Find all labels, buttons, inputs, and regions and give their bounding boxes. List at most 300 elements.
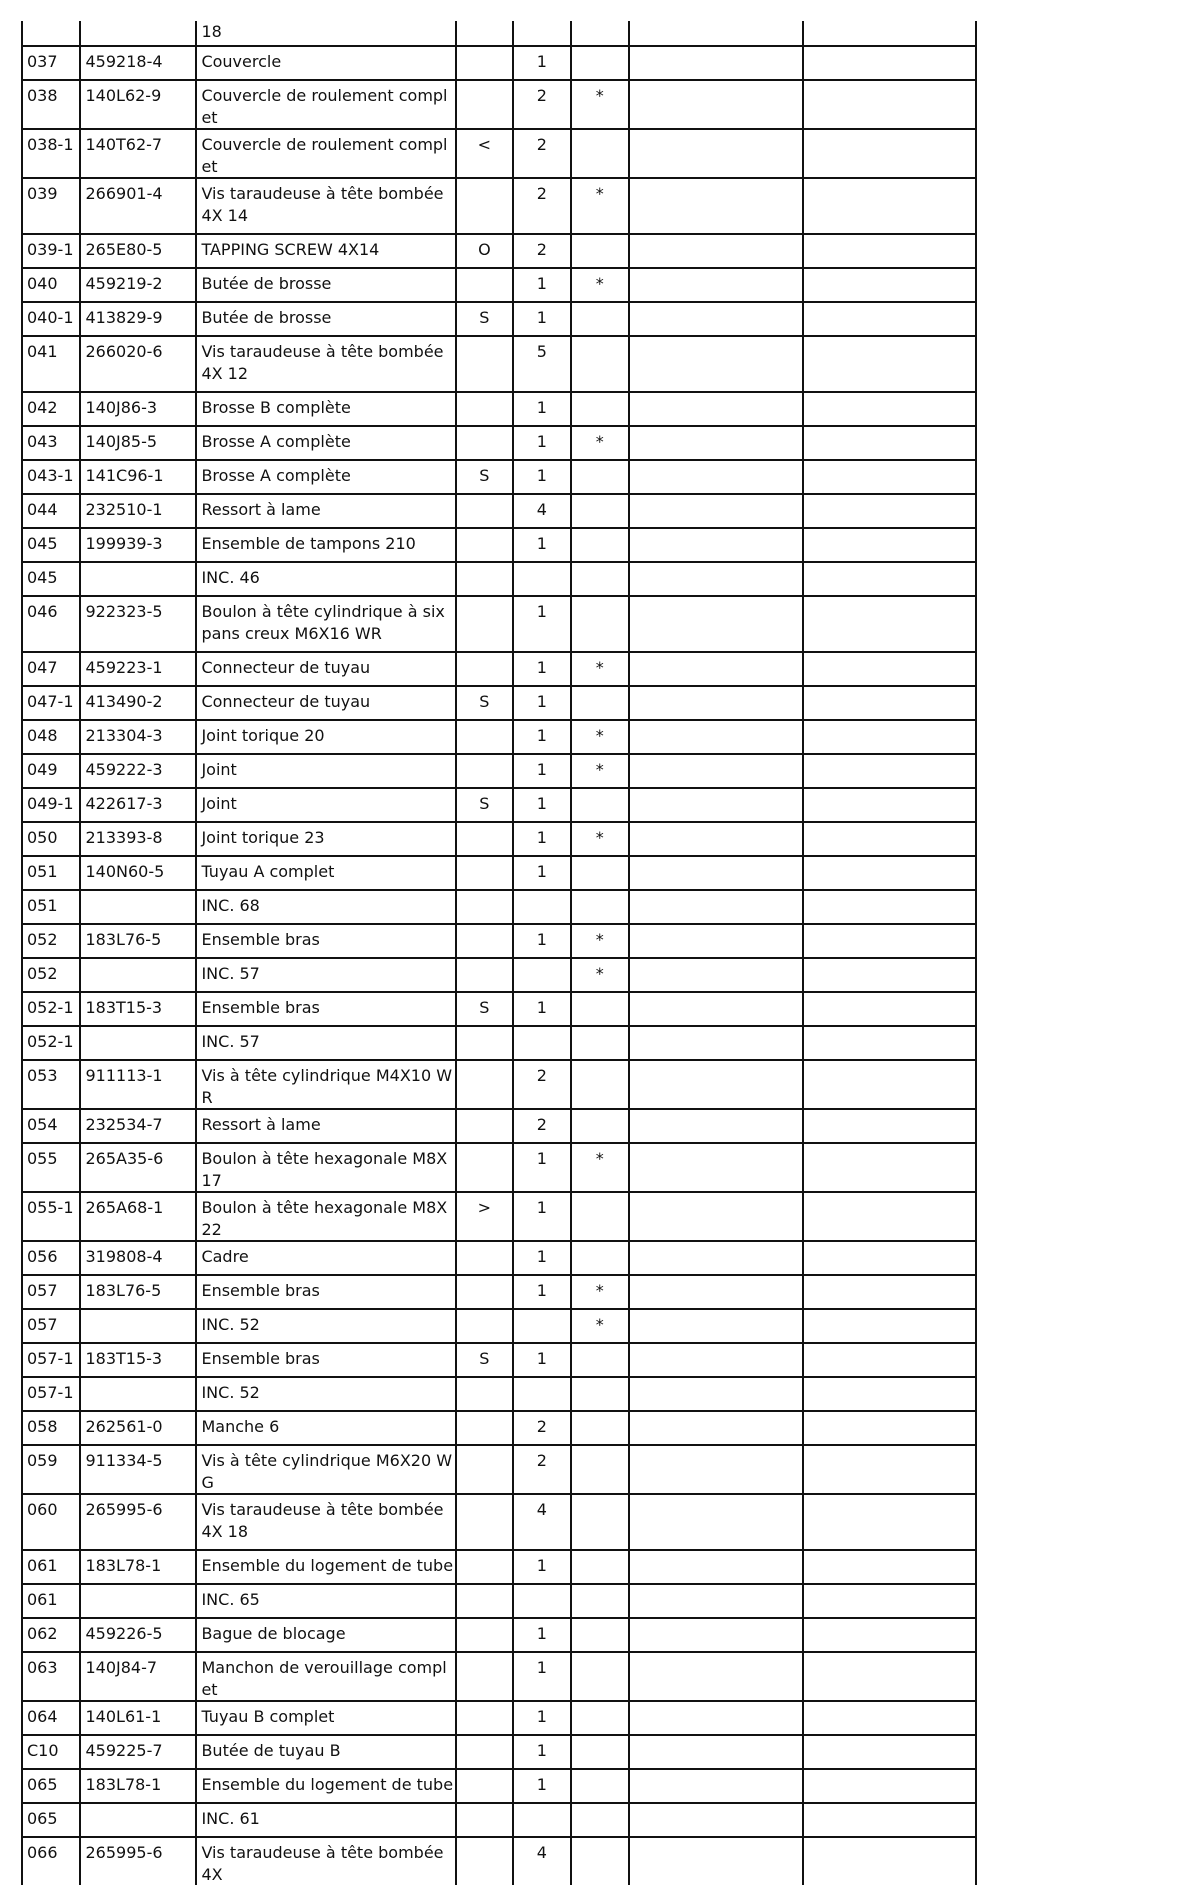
- item-number-cell: C10: [22, 1735, 80, 1769]
- marker-cell: [456, 856, 513, 890]
- quantity-cell: 1: [513, 596, 570, 652]
- marker-cell: [456, 1445, 513, 1494]
- table-row: [22, 1192, 976, 1241]
- marker-cell: S: [456, 460, 513, 494]
- blank-cell: [803, 822, 977, 856]
- quantity-cell: 1: [513, 392, 570, 426]
- description-cell: Couvercle de roulement complet: [196, 80, 455, 129]
- remark-cell: [571, 1803, 629, 1837]
- blank-cell: [629, 460, 802, 494]
- item-number-cell: 065: [22, 1769, 80, 1803]
- description-cell: TAPPING SCREW 4X14: [196, 234, 455, 268]
- marker-cell: [456, 178, 513, 234]
- item-number-cell: 055: [22, 1143, 80, 1192]
- blank-cell: [629, 1343, 802, 1377]
- description-cell: Connecteur de tuyau: [196, 652, 455, 686]
- remark-cell: [571, 336, 629, 392]
- blank-cell: [629, 788, 802, 822]
- quantity-cell: 5: [513, 336, 570, 392]
- blank-cell: [803, 1837, 977, 1885]
- description-cell: INC. 65: [196, 1584, 455, 1618]
- table-row: [22, 426, 976, 460]
- blank-cell: [803, 1060, 977, 1109]
- item-number-cell: 057: [22, 1309, 80, 1343]
- quantity-cell: 1: [513, 1652, 570, 1701]
- quantity-cell: 2: [513, 129, 570, 178]
- description-cell: INC. 46: [196, 562, 455, 596]
- item-number-cell: 058: [22, 1411, 80, 1445]
- item-number-cell: 066: [22, 1837, 80, 1885]
- part-number-cell: 140J84-7: [80, 1652, 196, 1701]
- table-row: [22, 720, 976, 754]
- blank-cell: [803, 1241, 977, 1275]
- remark-cell: [571, 129, 629, 178]
- blank-cell: [629, 1445, 802, 1494]
- remark-cell: *: [571, 1275, 629, 1309]
- marker-cell: [456, 596, 513, 652]
- remark-cell: *: [571, 80, 629, 129]
- part-number-cell: [80, 890, 196, 924]
- item-number-cell: 050: [22, 822, 80, 856]
- part-number-cell: 422617-3: [80, 788, 196, 822]
- description-cell: Vis taraudeuse à tête bombée 4X 18: [196, 1494, 455, 1550]
- blank-cell: [803, 1618, 977, 1652]
- blank-cell: [629, 1652, 802, 1701]
- quantity-cell: 1: [513, 1735, 570, 1769]
- remark-cell: [571, 1445, 629, 1494]
- table-row: [22, 992, 976, 1026]
- blank-cell: [803, 992, 977, 1026]
- description-cell: Manche 6: [196, 1411, 455, 1445]
- marker-cell: O: [456, 234, 513, 268]
- blank-cell: [803, 268, 977, 302]
- table-row: [22, 494, 976, 528]
- description-cell: Vis taraudeuse à tête bombée 4X 12: [196, 336, 455, 392]
- quantity-cell: 1: [513, 652, 570, 686]
- table-row: [22, 336, 976, 392]
- part-number-cell: 232510-1: [80, 494, 196, 528]
- quantity-cell: [513, 1584, 570, 1618]
- blank-cell: [629, 1275, 802, 1309]
- marker-cell: [456, 652, 513, 686]
- quantity-cell: [513, 890, 570, 924]
- part-number-cell: 911113-1: [80, 1060, 196, 1109]
- description-cell: Tuyau B complet: [196, 1701, 455, 1735]
- table-row: [22, 1803, 976, 1837]
- remark-cell: [571, 1837, 629, 1885]
- description-cell: Manchon de verouillage complet: [196, 1652, 455, 1701]
- description-cell: Ensemble bras: [196, 992, 455, 1026]
- quantity-cell: [513, 958, 570, 992]
- marker-cell: [456, 1550, 513, 1584]
- blank-cell: [629, 1550, 802, 1584]
- item-number-cell: 057-1: [22, 1377, 80, 1411]
- marker-cell: >: [456, 1192, 513, 1241]
- quantity-cell: [513, 562, 570, 596]
- marker-cell: [456, 80, 513, 129]
- quantity-cell: [513, 21, 570, 46]
- description-cell: Bague de blocage: [196, 1618, 455, 1652]
- marker-cell: S: [456, 992, 513, 1026]
- blank-cell: [629, 494, 802, 528]
- table-row: [22, 652, 976, 686]
- blank-cell: [629, 1618, 802, 1652]
- blank-cell: [803, 46, 977, 80]
- remark-cell: [571, 890, 629, 924]
- table-row: [22, 1618, 976, 1652]
- part-number-cell: 459226-5: [80, 1618, 196, 1652]
- description-cell: Vis à tête cylindrique M4X10 WR: [196, 1060, 455, 1109]
- quantity-cell: 2: [513, 1445, 570, 1494]
- marker-cell: [456, 754, 513, 788]
- remark-cell: [571, 21, 629, 46]
- item-number-cell: 052: [22, 958, 80, 992]
- remark-cell: *: [571, 720, 629, 754]
- blank-cell: [803, 1550, 977, 1584]
- blank-cell: [629, 392, 802, 426]
- table-row: [22, 754, 976, 788]
- quantity-cell: 1: [513, 1769, 570, 1803]
- remark-cell: [571, 302, 629, 336]
- quantity-cell: 1: [513, 822, 570, 856]
- table-row: [22, 596, 976, 652]
- item-number-cell: 041: [22, 336, 80, 392]
- blank-cell: [803, 1652, 977, 1701]
- blank-cell: [629, 596, 802, 652]
- description-cell: Couvercle: [196, 46, 455, 80]
- blank-cell: [629, 1109, 802, 1143]
- blank-cell: [803, 1343, 977, 1377]
- item-number-cell: 047: [22, 652, 80, 686]
- part-number-cell: [80, 562, 196, 596]
- blank-cell: [629, 426, 802, 460]
- remark-cell: [571, 1192, 629, 1241]
- item-number-cell: 049: [22, 754, 80, 788]
- marker-cell: [456, 562, 513, 596]
- blank-cell: [629, 1494, 802, 1550]
- part-number-cell: 459219-2: [80, 268, 196, 302]
- remark-cell: [571, 686, 629, 720]
- remark-cell: [571, 1411, 629, 1445]
- blank-cell: [629, 822, 802, 856]
- quantity-cell: 1: [513, 1618, 570, 1652]
- remark-cell: *: [571, 652, 629, 686]
- remark-cell: [571, 392, 629, 426]
- blank-cell: [629, 1377, 802, 1411]
- blank-cell: [629, 1192, 802, 1241]
- table-row: [22, 80, 976, 129]
- remark-cell: [571, 528, 629, 562]
- quantity-cell: 1: [513, 856, 570, 890]
- part-number-cell: 262561-0: [80, 1411, 196, 1445]
- part-number-cell: [80, 1377, 196, 1411]
- description-cell: Boulon à tête hexagonale M8X22: [196, 1192, 455, 1241]
- remark-cell: *: [571, 1309, 629, 1343]
- blank-cell: [629, 1411, 802, 1445]
- item-number-cell: 038: [22, 80, 80, 129]
- table-row: [22, 1411, 976, 1445]
- blank-cell: [629, 1241, 802, 1275]
- blank-cell: [629, 1026, 802, 1060]
- blank-cell: [629, 1060, 802, 1109]
- blank-cell: [803, 1143, 977, 1192]
- item-number-cell: 051: [22, 890, 80, 924]
- marker-cell: S: [456, 788, 513, 822]
- blank-cell: [803, 890, 977, 924]
- part-number-cell: 911334-5: [80, 1445, 196, 1494]
- blank-cell: [803, 1584, 977, 1618]
- description-cell: Tuyau A complet: [196, 856, 455, 890]
- table-row: [22, 1701, 976, 1735]
- blank-cell: [629, 528, 802, 562]
- table-row: [22, 1550, 976, 1584]
- remark-cell: [571, 1769, 629, 1803]
- blank-cell: [803, 720, 977, 754]
- quantity-cell: [513, 1026, 570, 1060]
- item-number-cell: 047-1: [22, 686, 80, 720]
- remark-cell: [571, 596, 629, 652]
- description-cell: Butée de brosse: [196, 268, 455, 302]
- part-number-cell: [80, 1026, 196, 1060]
- item-number-cell: 040: [22, 268, 80, 302]
- blank-cell: [803, 178, 977, 234]
- blank-cell: [803, 1494, 977, 1550]
- item-number-cell: 045: [22, 562, 80, 596]
- remark-cell: [571, 1701, 629, 1735]
- item-number-cell: 045: [22, 528, 80, 562]
- blank-cell: [803, 1026, 977, 1060]
- remark-cell: [571, 562, 629, 596]
- table-row: [22, 856, 976, 890]
- table-row: [22, 392, 976, 426]
- marker-cell: [456, 1109, 513, 1143]
- description-cell: Joint torique 23: [196, 822, 455, 856]
- item-number-cell: 037: [22, 46, 80, 80]
- description-cell: Cadre: [196, 1241, 455, 1275]
- blank-cell: [629, 1701, 802, 1735]
- marker-cell: [456, 21, 513, 46]
- description-cell: INC. 68: [196, 890, 455, 924]
- marker-cell: [456, 1652, 513, 1701]
- blank-cell: [629, 720, 802, 754]
- description-cell: INC. 52: [196, 1309, 455, 1343]
- part-number-cell: 213304-3: [80, 720, 196, 754]
- blank-cell: [629, 1143, 802, 1192]
- marker-cell: [456, 426, 513, 460]
- marker-cell: [456, 1769, 513, 1803]
- item-number-cell: 053: [22, 1060, 80, 1109]
- blank-cell: [803, 924, 977, 958]
- blank-cell: [803, 1803, 977, 1837]
- blank-cell: [629, 129, 802, 178]
- marker-cell: [456, 958, 513, 992]
- part-number-cell: 140T62-7: [80, 129, 196, 178]
- table-row: [22, 788, 976, 822]
- blank-cell: [629, 1803, 802, 1837]
- table-row: [22, 1652, 976, 1701]
- remark-cell: *: [571, 958, 629, 992]
- quantity-cell: 1: [513, 46, 570, 80]
- table-row: [22, 1377, 976, 1411]
- blank-cell: [803, 788, 977, 822]
- part-number-cell: 199939-3: [80, 528, 196, 562]
- part-number-cell: [80, 1584, 196, 1618]
- blank-cell: [803, 958, 977, 992]
- part-number-cell: 319808-4: [80, 1241, 196, 1275]
- part-number-cell: 413829-9: [80, 302, 196, 336]
- table-row: [22, 46, 976, 80]
- description-cell: Joint: [196, 788, 455, 822]
- quantity-cell: 1: [513, 302, 570, 336]
- blank-cell: [803, 652, 977, 686]
- item-number-cell: 056: [22, 1241, 80, 1275]
- remark-cell: [571, 1550, 629, 1584]
- marker-cell: [456, 494, 513, 528]
- part-number-cell: 183T15-3: [80, 992, 196, 1026]
- blank-cell: [629, 652, 802, 686]
- marker-cell: S: [456, 302, 513, 336]
- marker-cell: [456, 890, 513, 924]
- quantity-cell: 2: [513, 234, 570, 268]
- blank-cell: [803, 1192, 977, 1241]
- item-number-cell: 049-1: [22, 788, 80, 822]
- quantity-cell: 2: [513, 178, 570, 234]
- blank-cell: [803, 1377, 977, 1411]
- quantity-cell: 1: [513, 1275, 570, 1309]
- part-number-cell: 413490-2: [80, 686, 196, 720]
- blank-cell: [629, 754, 802, 788]
- marker-cell: [456, 1701, 513, 1735]
- table-row: [22, 1309, 976, 1343]
- description-cell: Ensemble bras: [196, 1343, 455, 1377]
- description-cell: 18: [196, 21, 455, 46]
- quantity-cell: 1: [513, 528, 570, 562]
- quantity-cell: [513, 1309, 570, 1343]
- marker-cell: [456, 822, 513, 856]
- remark-cell: [571, 494, 629, 528]
- item-number-cell: 061: [22, 1550, 80, 1584]
- item-number-cell: 063: [22, 1652, 80, 1701]
- part-number-cell: 183L76-5: [80, 924, 196, 958]
- marker-cell: [456, 268, 513, 302]
- marker-cell: [456, 1309, 513, 1343]
- part-number-cell: 140L62-9: [80, 80, 196, 129]
- table-row: [22, 1241, 976, 1275]
- parts-table-body: [22, 21, 976, 1885]
- table-row: [22, 924, 976, 958]
- blank-cell: [629, 1735, 802, 1769]
- description-cell: Vis taraudeuse à tête bombée 4X 14: [196, 178, 455, 234]
- blank-cell: [629, 302, 802, 336]
- remark-cell: *: [571, 822, 629, 856]
- remark-cell: [571, 1060, 629, 1109]
- description-cell: Brosse A complète: [196, 460, 455, 494]
- description-cell: Connecteur de tuyau: [196, 686, 455, 720]
- table-row: [22, 1735, 976, 1769]
- description-cell: Ensemble de tampons 210: [196, 528, 455, 562]
- description-cell: Joint torique 20: [196, 720, 455, 754]
- marker-cell: [456, 1026, 513, 1060]
- marker-cell: [456, 528, 513, 562]
- item-number-cell: 043-1: [22, 460, 80, 494]
- remark-cell: [571, 856, 629, 890]
- description-cell: Ensemble bras: [196, 1275, 455, 1309]
- blank-cell: [803, 1411, 977, 1445]
- description-cell: INC. 61: [196, 1803, 455, 1837]
- blank-cell: [803, 392, 977, 426]
- remark-cell: [571, 1618, 629, 1652]
- description-cell: INC. 57: [196, 958, 455, 992]
- quantity-cell: 1: [513, 460, 570, 494]
- marker-cell: [456, 1735, 513, 1769]
- remark-cell: [571, 1584, 629, 1618]
- table-row: [22, 1769, 976, 1803]
- marker-cell: [456, 720, 513, 754]
- description-cell: Ensemble du logement de tube: [196, 1769, 455, 1803]
- part-number-cell: 140J86-3: [80, 392, 196, 426]
- table-row: [22, 1445, 976, 1494]
- quantity-cell: 2: [513, 80, 570, 129]
- blank-cell: [803, 596, 977, 652]
- part-number-cell: 265995-6: [80, 1837, 196, 1885]
- part-number-cell: 183L76-5: [80, 1275, 196, 1309]
- item-number-cell: 046: [22, 596, 80, 652]
- table-row: [22, 1837, 976, 1885]
- blank-cell: [803, 1701, 977, 1735]
- table-row: [22, 822, 976, 856]
- blank-cell: [803, 21, 977, 46]
- blank-cell: [629, 856, 802, 890]
- part-number-cell: [80, 1309, 196, 1343]
- description-cell: Vis à tête cylindrique M6X20 WG: [196, 1445, 455, 1494]
- item-number-cell: 051: [22, 856, 80, 890]
- remark-cell: [571, 788, 629, 822]
- item-number-cell: 052: [22, 924, 80, 958]
- quantity-cell: 1: [513, 720, 570, 754]
- blank-cell: [629, 178, 802, 234]
- marker-cell: [456, 924, 513, 958]
- remark-cell: [571, 1652, 629, 1701]
- table-row: [22, 1026, 976, 1060]
- part-number-cell: 922323-5: [80, 596, 196, 652]
- quantity-cell: 1: [513, 1701, 570, 1735]
- table-row: [22, 1109, 976, 1143]
- blank-cell: [803, 1769, 977, 1803]
- table-row: [22, 686, 976, 720]
- remark-cell: *: [571, 426, 629, 460]
- quantity-cell: [513, 1377, 570, 1411]
- table-row: [22, 1060, 976, 1109]
- blank-cell: [629, 80, 802, 129]
- part-number-cell: 459222-3: [80, 754, 196, 788]
- blank-cell: [629, 1309, 802, 1343]
- blank-cell: [629, 890, 802, 924]
- remark-cell: [571, 234, 629, 268]
- description-cell: Boulon à tête cylindrique à six pans creux M6X16 WR: [196, 596, 455, 652]
- table-row: [22, 1343, 976, 1377]
- marker-cell: [456, 336, 513, 392]
- blank-cell: [629, 46, 802, 80]
- item-number-cell: 042: [22, 392, 80, 426]
- quantity-cell: 1: [513, 686, 570, 720]
- part-number-cell: 265A35-6: [80, 1143, 196, 1192]
- marker-cell: [456, 1241, 513, 1275]
- marker-cell: S: [456, 1343, 513, 1377]
- table-row: [22, 234, 976, 268]
- blank-cell: [803, 686, 977, 720]
- item-number-cell: 048: [22, 720, 80, 754]
- remark-cell: *: [571, 178, 629, 234]
